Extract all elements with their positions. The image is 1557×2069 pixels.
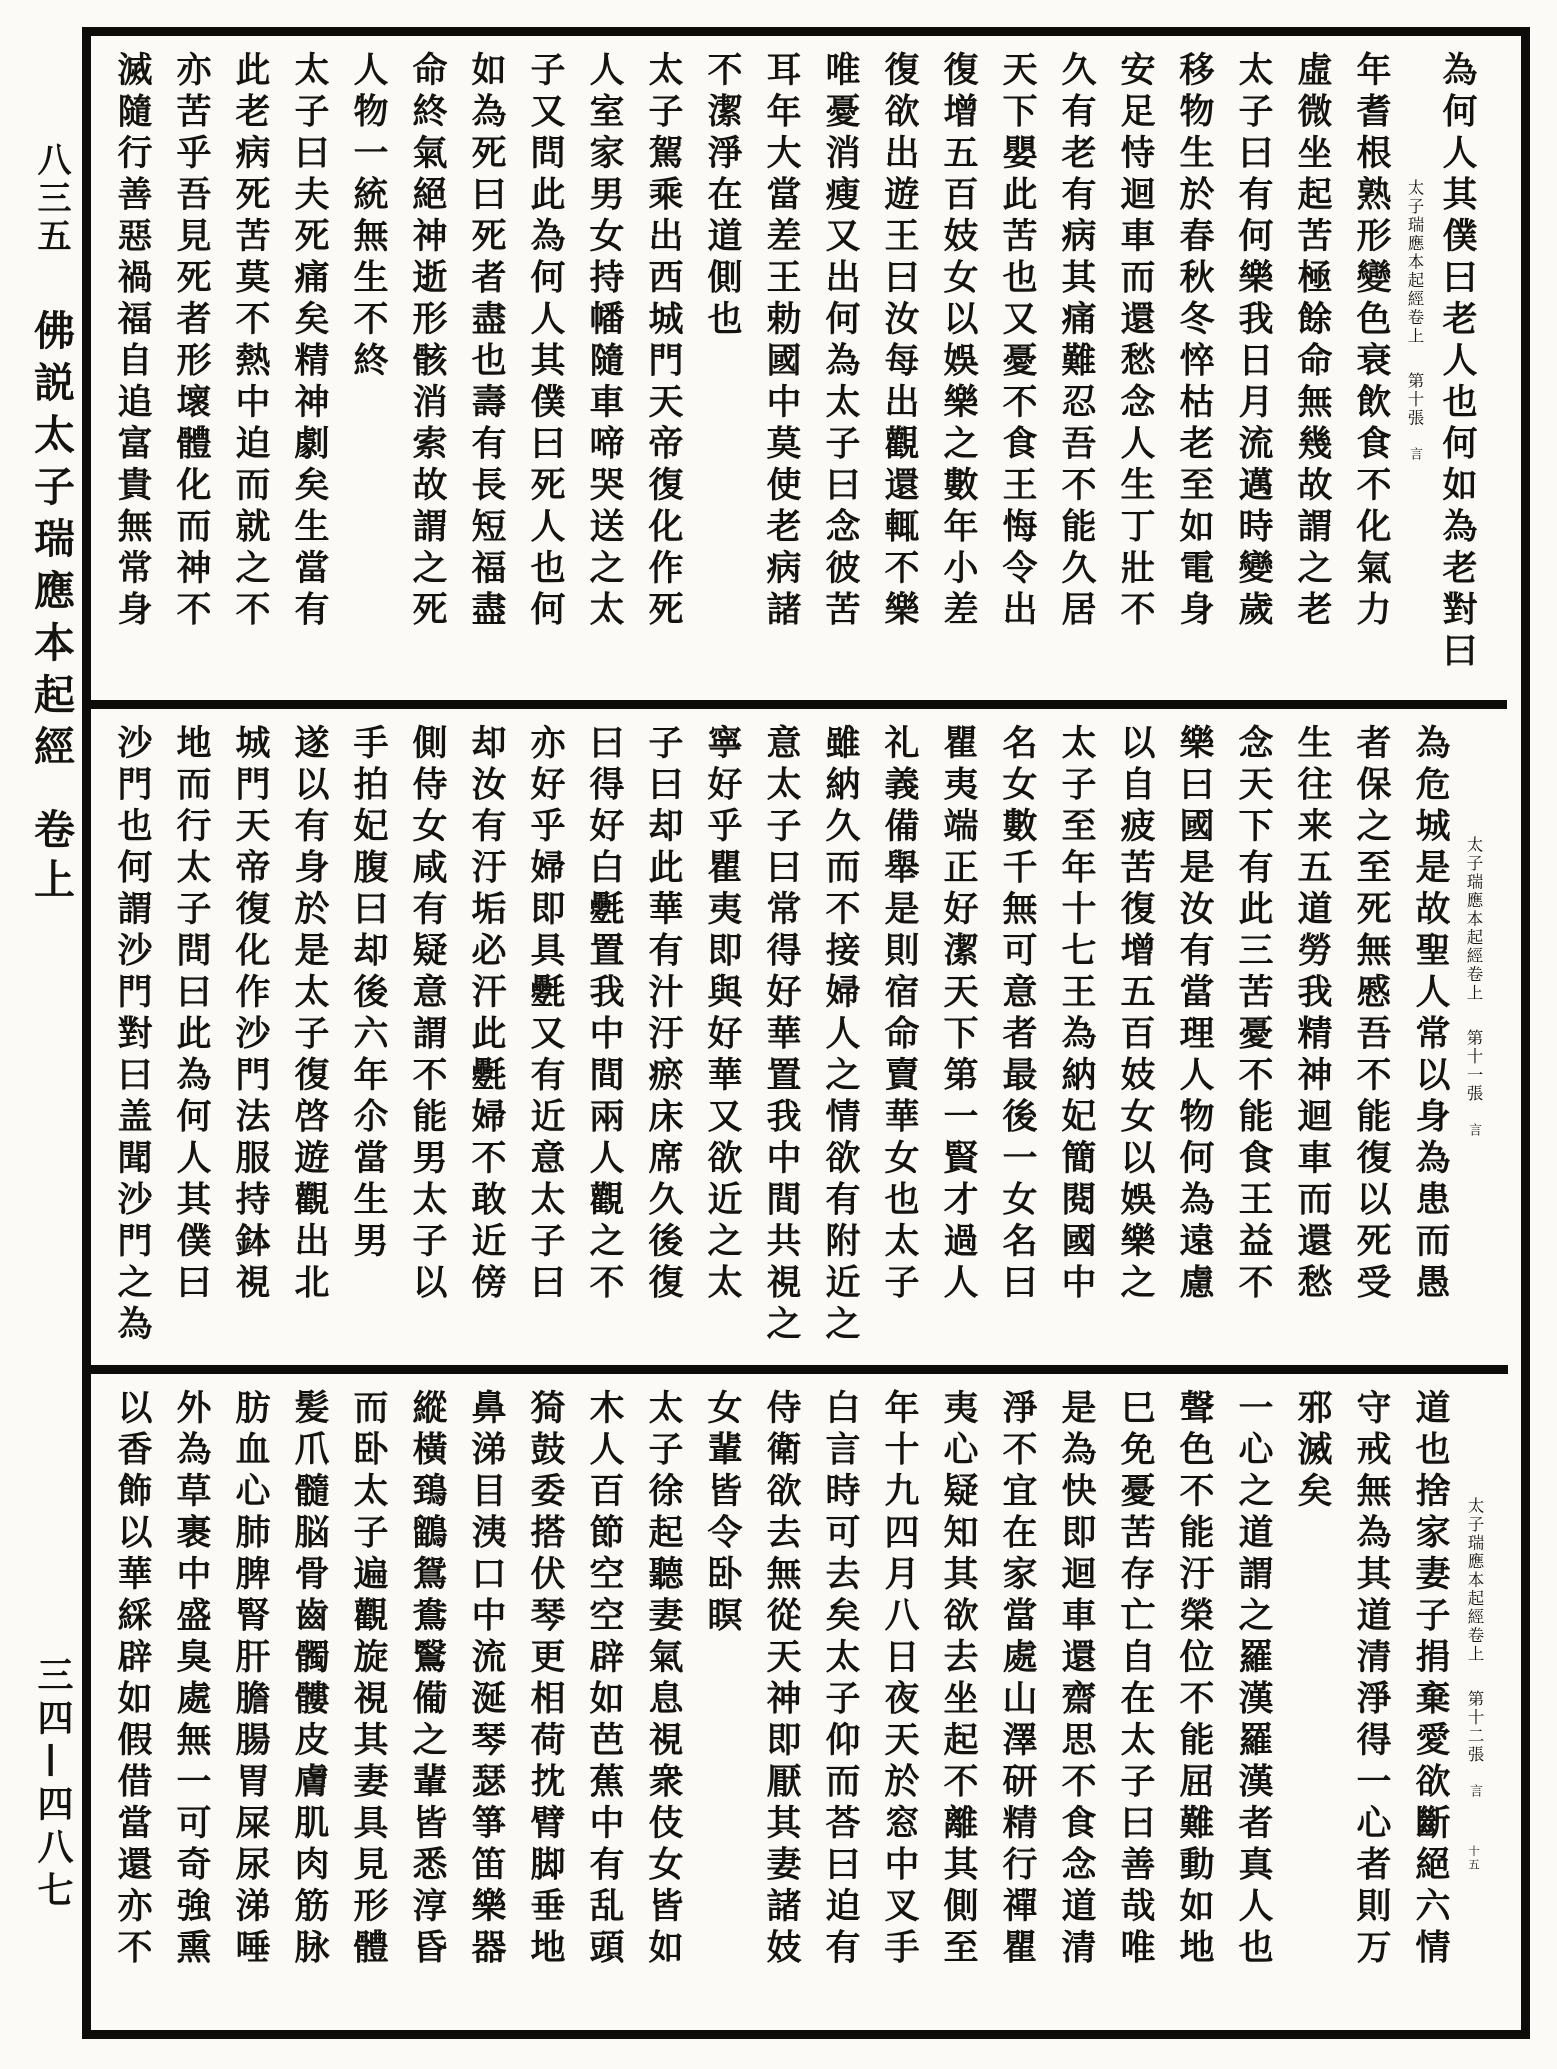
sheet-number: 第十二張 — [1465, 1689, 1484, 1764]
text-column: 却汝有汙垢必汗此氎婦不敢近傍 — [466, 724, 507, 1305]
text-column: 猗鼓委搭伏琴更相荷抌臂脚垂地 — [525, 1389, 566, 1970]
collation-mark: 十五 — [1467, 1844, 1481, 1872]
text-column: 城門天帝復化作沙門法服持鉢視 — [230, 724, 271, 1305]
text-column: 遂以有身於是太子復啓遊觀出北 — [289, 724, 330, 1305]
text-column: 髪爪髓脳骨齒髑髏皮膚肌肉筋脉 — [289, 1389, 330, 1970]
text-column: 曰得好白氎置我中間兩人觀之不 — [584, 724, 625, 1305]
text-column: 巳免憂苦存亡自在太子曰善哉唯 — [1115, 1389, 1156, 1970]
sheet-note — [1460, 836, 1487, 1359]
text-column: 側侍女咸有疑意謂不能男太子以 — [407, 724, 448, 1305]
text-column: 寧好乎瞿夷即與好華又欲近之太 — [702, 724, 743, 1305]
text-column: 樂曰國是汝有當理人物何為遠慮 — [1174, 724, 1215, 1305]
text-column: 子曰却此華有汁汙瘀床席久後復 — [643, 724, 684, 1305]
case-mark: 言 — [1407, 447, 1422, 462]
panel-top-sheet-10 — [91, 36, 1507, 700]
text-column: 女輩皆令卧瞑 — [702, 1389, 743, 1638]
text-column: 人室家男女持幡隨車啼哭送之太 — [584, 51, 625, 632]
case-mark: 言 — [1466, 1122, 1481, 1138]
text-column: 手拍妃腹曰却後六年尒當生男 — [348, 724, 389, 1264]
sheet-note — [1401, 179, 1428, 694]
sheet-number: 第十張 — [1405, 371, 1424, 427]
text-column: 生往来五道勞我精神迴車而還愁 — [1292, 724, 1333, 1305]
text-column: 以自疲苦復增五百妓女以娛樂之 — [1115, 724, 1156, 1305]
sheet-note-title: 太子瑞應本起經卷上 — [1465, 1497, 1484, 1664]
text-column: 意太子曰常得好華置我中間共視之 — [761, 724, 802, 1347]
text-column: 年十九四月八日夜天於窓中叉手 — [879, 1389, 920, 1970]
text-column: 子又問此為何人其僕曰死人也何 — [525, 51, 566, 632]
text-column: 縱橫鵄鶹鴛鴦鷖僃之輩皆悉淳昏 — [407, 1389, 448, 1970]
case-mark: 言 — [1467, 1783, 1482, 1799]
text-column: 耳年大當差王勅國中莫使老病諸 — [761, 51, 802, 632]
panel-middle-sheet-11 — [91, 700, 1507, 1365]
text-column: 夷心疑知其欲去坐起不離其側至 — [938, 1389, 979, 1970]
text-column: 念天下有此三苦憂不能食王益不 — [1233, 724, 1274, 1305]
text-column: 木人百節空空辟如芭蕉中有乱頭 — [584, 1389, 625, 1970]
text-column: 年耆根熟形變色衰飲食不化氣力 — [1351, 51, 1392, 632]
text-column: 不潔淨在道側也 — [702, 51, 743, 342]
text-column: 為危城是故聖人常以身為患而愚 — [1410, 724, 1451, 1305]
text-column: 太子曰夫死痛矣精神劇矣生當有 — [289, 51, 330, 632]
left-margin — [16, 142, 86, 908]
text-column: 而卧太子遍觀旋視其妻具見形體 — [348, 1389, 389, 1970]
text-column: 白言時可去矣太子仰而荅曰迫有 — [820, 1389, 861, 1970]
text-column: 久有老有病其痛難忍吾不能久居 — [1056, 51, 1097, 632]
text-column: 太子駕乘出西城門天帝復化作死 — [643, 51, 684, 632]
text-column: 道也捨家妻子捐棄愛欲斷絕六情 — [1410, 1389, 1451, 1970]
text-column: 滅隨行善惡禍福自追富貴無常身 — [112, 51, 153, 632]
sheet-note-title: 太子瑞應本起經卷上 — [1464, 836, 1483, 1003]
page-number: 三四—四八七 — [32, 1656, 74, 1914]
text-column: 淨不宜在家當處山澤研精行禪瞿 — [997, 1389, 1038, 1970]
text-column: 安足恃迴車而還愁念人生丁壯不 — [1115, 51, 1156, 632]
text-column: 太子曰有何樂我日月流邁時變歲 — [1233, 51, 1274, 632]
text-column: 守戒無為其道清淨得一心者則万 — [1351, 1389, 1392, 1970]
text-column: 唯憂消瘦又出何為太子曰念彼苦 — [820, 51, 861, 632]
text-column: 名女數千無可意者最後一女名曰 — [997, 724, 1038, 1305]
text-column: 此老病死苦莫不熱中迫而就之不 — [230, 51, 271, 632]
panel-bottom-sheet-12 — [91, 1365, 1508, 2030]
text-column: 外為草裹中盛臭處無一可奇強熏 — [171, 1389, 212, 1970]
text-column: 命終氣絕神逝形骸消索故謂之死 — [407, 51, 448, 632]
text-column: 人物一統無生不終 — [348, 51, 389, 383]
text-column: 復欲出遊王曰汝每出觀還輒不樂 — [879, 51, 920, 632]
text-column: 如為死曰死者盡也壽有長短福盡 — [466, 51, 507, 632]
series-number: 八三五 — [31, 142, 71, 256]
text-column: 雖納久而不接婦人之情欲有附近之 — [820, 724, 861, 1347]
text-column: 太子至年十七王為納妃簡閱國中 — [1056, 724, 1097, 1305]
text-column: 沙門也何謂沙門對曰盖聞沙門之為 — [112, 724, 153, 1347]
margin-title: 佛説太子瑞應本起經 — [27, 309, 75, 777]
text-column: 亦好乎婦即具氎又有近意太子曰 — [525, 724, 566, 1305]
text-column: 邪滅矣 — [1292, 1389, 1333, 1514]
sheet-note — [1460, 1497, 1488, 2024]
text-column: 聲色不能汙榮位不能屈難動如地 — [1174, 1389, 1215, 1970]
text-column: 以香飾以華綵辟如假借當還亦不 — [112, 1389, 153, 1970]
text-column: 一心之道謂之羅漢羅漢者真人也 — [1233, 1389, 1274, 1970]
text-column: 侍衛欲去無從天神即厭其妻諸妓 — [761, 1389, 802, 1970]
text-column: 亦苦乎吾見死者形壞體化而神不 — [171, 51, 212, 632]
text-column: 瞿夷端正好潔天下第一賢才過人 — [938, 724, 979, 1305]
text-column: 天下嬰此苦也又憂不食王悔令出 — [997, 51, 1038, 632]
sheet-note-title: 太子瑞應本起經卷上 — [1405, 179, 1424, 346]
text-column: 是為快即迴車還齋思不食念道清 — [1056, 1389, 1097, 1970]
text-column: 太子徐起聽妻氣息視衆伎女皆如 — [643, 1389, 684, 1970]
text-column: 移物生於春秋冬悴枯老至如電身 — [1174, 51, 1215, 632]
text-column: 虛微坐起苦極餘命無幾故謂之老 — [1292, 51, 1333, 632]
text-column: 鼻涕目洟口中流涎琴瑟箏笛樂器 — [466, 1389, 507, 1970]
text-column: 復增五百妓女以娛樂之數年小差 — [938, 51, 979, 632]
sheet-number: 第十一張 — [1464, 1028, 1483, 1103]
text-column: 地而行太子問曰此為何人其僕曰 — [171, 724, 212, 1305]
text-column: 肪血心肺脾腎肝膽腸胃屎尿涕唾 — [230, 1389, 271, 1970]
text-column: 者保之至死無慼吾不能復以死受 — [1351, 724, 1392, 1305]
text-column: 為何人其僕曰老人也何如為老對曰 — [1437, 51, 1478, 674]
text-frame — [82, 27, 1530, 2039]
text-column: 礼義備舉是則宿命賣華女也太子 — [879, 724, 920, 1305]
margin-volume: 卷上 — [27, 808, 75, 908]
